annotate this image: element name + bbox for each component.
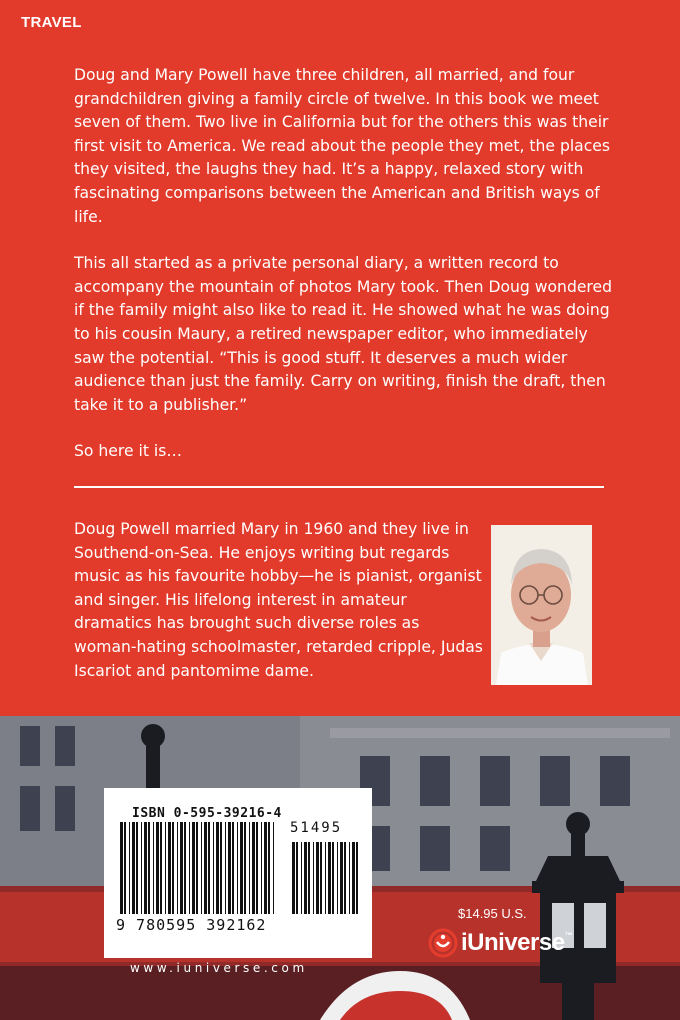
divider bbox=[74, 486, 604, 488]
website-url: www.iuniverse.com bbox=[130, 961, 308, 975]
blurb-paragraph: So here it is… bbox=[74, 442, 182, 461]
genre-label: TRAVEL bbox=[21, 14, 82, 31]
publisher-name: iUniverse™ bbox=[461, 929, 573, 956]
price-code: 51495 bbox=[290, 820, 343, 836]
book-blurb bbox=[74, 64, 619, 487]
iuniverse-logo-icon bbox=[428, 928, 458, 958]
price-label: $14.95 U.S. bbox=[458, 906, 527, 921]
blurb-paragraph: Doug and Mary Powell have three children, all married, and four grandchildren giving a family circle of twelve. In this book we meet seven of them. Two live in California but for the others this was their first visit to America. We read about the people they met, the places they visited, the laughs they had. It’s a happy, relaxed story with fascinating comparisons between the American and British ways of life. bbox=[74, 66, 611, 226]
blurb-paragraph: This all started as a private personal diary, a written record to accompany the mountain of photos Mary took. Then Doug wondered if the family might also like to read it. He showed what he was doing to his cousin Maury, a retired newspaper editor, who immediately saw the potential. “This is good stuff. It deserves a much wider audience than just the family. Carry on writing, finish the draft, then take it to a publisher.” bbox=[74, 254, 612, 414]
isbn-label: ISBN 0-595-39216-4 bbox=[132, 806, 282, 821]
ean-digits: 9 780595 392162 bbox=[116, 916, 267, 934]
barcode-panel bbox=[104, 788, 372, 958]
barcode-bars bbox=[116, 822, 366, 916]
author-bio: Doug Powell married Mary in 1960 and they live in Southend-on-Sea. He enjoys writing but regards music as his favourite hobby—he is pianist, organist and singer. His lifelong interest in amateur dramatics has brought such diverse roles as woman-hating schoolmaster, retarded cripple, Judas Iscariot and pantomime dame. bbox=[74, 520, 483, 680]
publisher-logo bbox=[428, 928, 572, 958]
author-photo bbox=[491, 525, 592, 685]
